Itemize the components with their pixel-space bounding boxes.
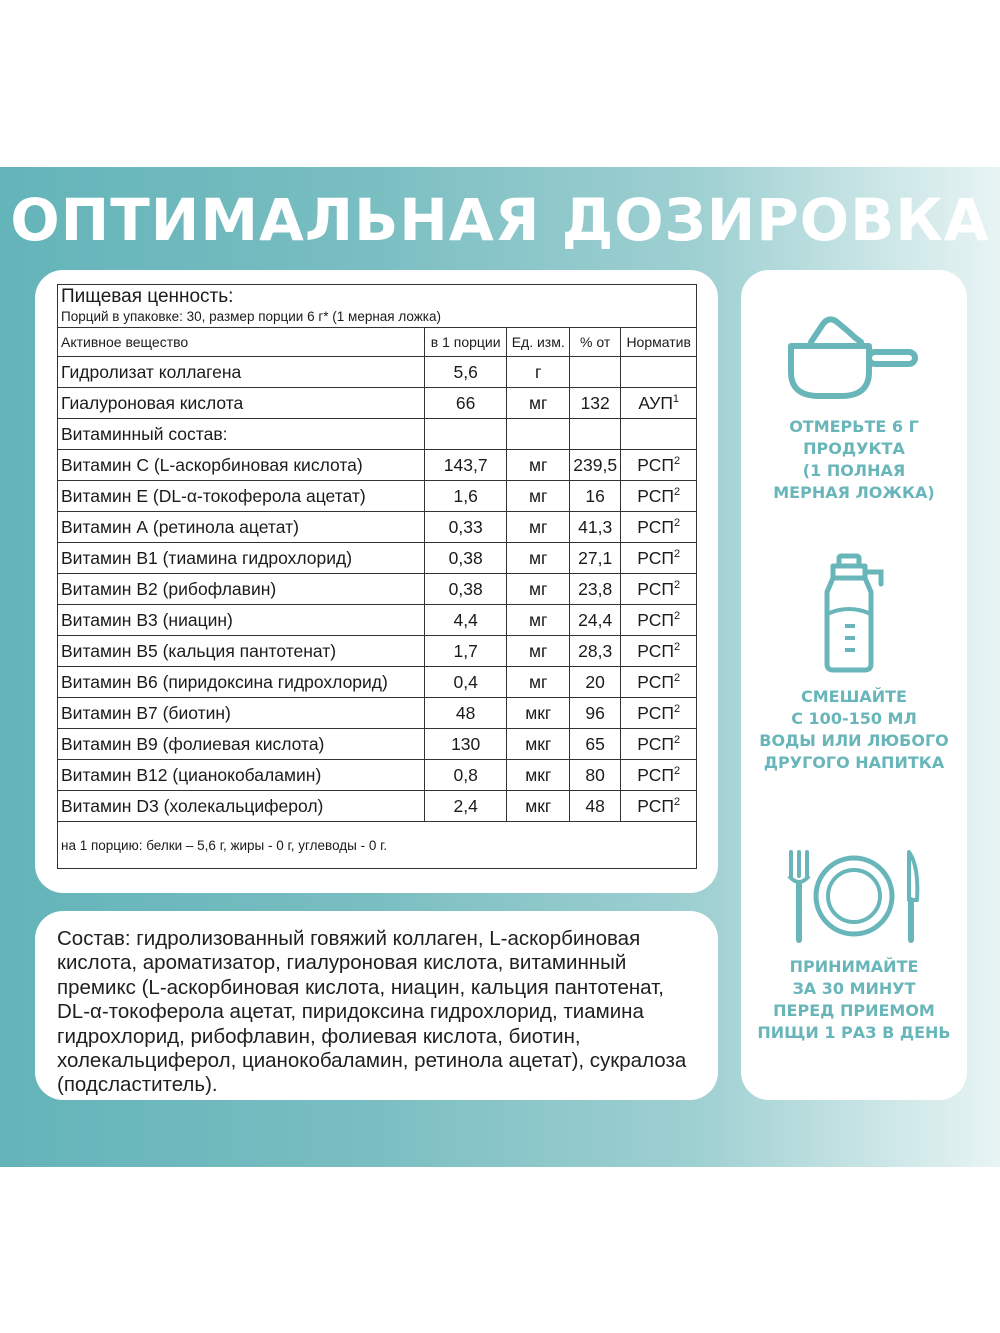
cell-amount: 0,38 (424, 543, 507, 574)
composition-card (35, 911, 718, 1100)
cell-amount: 0,8 (424, 760, 507, 791)
cell-amount: 48 (424, 698, 507, 729)
nutrition-card (35, 270, 718, 893)
cell-norm: АУП$^1$ (621, 388, 697, 419)
cell-amount: 0,33 (424, 512, 507, 543)
norm-footnote-mark: 2 (673, 454, 681, 467)
step-1-text: ОТМЕРЬТЕ 6 Г ПРОДУКТА (1 ПОЛНАЯ МЕРНАЯ ЛОЖКА) (773, 417, 935, 502)
table-row (58, 388, 697, 419)
cell-unit: мг (507, 667, 569, 698)
table-row (58, 574, 697, 605)
cell-percent (569, 357, 620, 388)
table-row (58, 357, 697, 388)
cell-percent: 65 (569, 729, 620, 760)
column-header: Норматив (621, 328, 697, 357)
cell-percent: 20 (569, 667, 620, 698)
norm-footnote-mark: 2 (673, 516, 681, 529)
cell-unit: мкг (507, 729, 569, 760)
table-row (58, 450, 697, 481)
cell-unit: мкг (507, 698, 569, 729)
cell-amount: 66 (424, 388, 507, 419)
cell-name: Гидролизат коллагена (58, 357, 425, 388)
cell-percent: 24,4 (569, 605, 620, 636)
cell-unit: мг (507, 388, 569, 419)
table-row (58, 419, 697, 450)
cell-amount (424, 419, 507, 450)
cell-amount: 0,4 (424, 667, 507, 698)
cell-norm: РСП$^2$ (621, 760, 697, 791)
cell-amount: 130 (424, 729, 507, 760)
cell-name: Витамин В1 (тиамина гидрохлорид) (58, 543, 425, 574)
cell-name: Витамин В6 (пиридоксина гидрохлорид) (58, 667, 425, 698)
cell-name: Витамин В5 (кальция пантотенат) (58, 636, 425, 667)
cell-amount: 143,7 (424, 450, 507, 481)
cell-percent: 239,5 (569, 450, 620, 481)
norm-footnote-mark: 2 (673, 485, 681, 498)
cell-norm: РСП$^2$ (621, 481, 697, 512)
cell-name: Витамин С (L-аскорбиновая кислота) (58, 450, 425, 481)
cell-norm (621, 357, 697, 388)
table-row (58, 543, 697, 574)
cell-percent: 16 (569, 481, 620, 512)
measuring-scoop-icon (741, 300, 967, 400)
column-header: % от (569, 328, 620, 357)
norm-footnote-mark: 2 (673, 547, 681, 560)
cell-name: Витамин В3 (ниацин) (58, 605, 425, 636)
cell-percent: 48 (569, 791, 620, 822)
cell-unit: г (507, 357, 569, 388)
cell-percent: 80 (569, 760, 620, 791)
table-subtitle: Порций в упаковке: 30, размер порции 6 г* (1 мерная ложка) (61, 309, 441, 324)
cell-norm: РСП$^2$ (621, 605, 697, 636)
table-footnote: на 1 порцию: белки – 5,6 г, жиры - 0 г, углеводы - 0 г. (58, 822, 697, 869)
cell-name: Витамин А (ретинола ацетат) (58, 512, 425, 543)
cell-name: Витамин В2 (рибофлавин) (58, 574, 425, 605)
cell-amount: 4,4 (424, 605, 507, 636)
cell-norm: РСП$^2$ (621, 791, 697, 822)
cell-unit: мг (507, 636, 569, 667)
table-row (58, 481, 697, 512)
cell-amount: 2,4 (424, 791, 507, 822)
plate-cutlery-icon (741, 846, 967, 946)
cell-unit (507, 419, 569, 450)
cell-unit: мг (507, 450, 569, 481)
cell-norm: РСП$^2$ (621, 698, 697, 729)
composition-text: Состав: гидролизованный говяжий коллаген, L-аскорбиновая кислота, ароматизатор, гиалуроновая кислота, витаминный премикс (L-аскорбиновая кислота, ниацин, кальция пантотенат, DL-α-токоферола ацетат, пиридоксина гидрохлорид, тиамина гидрохлорид, рибофлавин, фолиевая кислота, биотин, холекальциферол, цианокобаламин, ретинола ацетат), сукралоза (подсластитель). (57, 927, 687, 1097)
cell-unit: мг (507, 512, 569, 543)
nutrition-table (57, 284, 697, 869)
norm-footnote-mark: 2 (673, 609, 681, 622)
column-header: Ед. изм. (507, 328, 569, 357)
shaker-bottle-icon (741, 552, 967, 674)
cell-name: Витамин Е (DL-α-токоферола ацетат) (58, 481, 425, 512)
cell-amount: 5,6 (424, 357, 507, 388)
cell-norm: РСП$^2$ (621, 636, 697, 667)
norm-footnote-mark: 2 (673, 702, 681, 715)
table-row (58, 791, 697, 822)
cell-norm: РСП$^2$ (621, 543, 697, 574)
table-title: Пищевая ценность: (61, 286, 234, 307)
banner (0, 167, 1000, 1167)
cell-unit: мг (507, 543, 569, 574)
cell-percent: 41,3 (569, 512, 620, 543)
table-header (58, 285, 697, 328)
cell-unit: мг (507, 605, 569, 636)
cell-name: Витаминный состав: (58, 419, 425, 450)
norm-footnote-mark: 2 (673, 640, 681, 653)
cell-amount: 1,7 (424, 636, 507, 667)
cell-unit: мкг (507, 791, 569, 822)
cell-unit: мг (507, 574, 569, 605)
cell-norm: РСП$^2$ (621, 574, 697, 605)
cell-name: Гиалуроновая кислота (58, 388, 425, 419)
table-row (58, 729, 697, 760)
norm-footnote-mark: 2 (673, 795, 681, 808)
norm-footnote-mark: 2 (673, 764, 681, 777)
table-row (58, 605, 697, 636)
cell-unit: мг (507, 481, 569, 512)
cell-norm: РСП$^2$ (621, 450, 697, 481)
column-header-row (58, 328, 697, 357)
cell-norm: РСП$^2$ (621, 729, 697, 760)
norm-footnote-mark: 1 (672, 392, 680, 405)
cell-percent: 23,8 (569, 574, 620, 605)
cell-name: Витамин В12 (цианокобаламин) (58, 760, 425, 791)
norm-footnote-mark: 2 (673, 733, 681, 746)
norm-footnote-mark: 2 (673, 578, 681, 591)
cell-norm: РСП$^2$ (621, 667, 697, 698)
page-title: ОПТИМАЛЬНАЯ ДОЗИРОВКА (10, 186, 990, 254)
cell-unit: мкг (507, 760, 569, 791)
cell-name: Витамин В7 (биотин) (58, 698, 425, 729)
cell-name: Витамин D3 (холекальциферол) (58, 791, 425, 822)
cell-percent: 132 (569, 388, 620, 419)
cell-norm: РСП$^2$ (621, 512, 697, 543)
norm-footnote-mark: 2 (673, 671, 681, 684)
table-row (58, 512, 697, 543)
instructions-card (741, 270, 967, 1100)
cell-percent: 28,3 (569, 636, 620, 667)
table-row (58, 667, 697, 698)
cell-percent: 96 (569, 698, 620, 729)
step-2-text: СМЕШАЙТЕ С 100-150 МЛ ВОДЫ ИЛИ ЛЮБОГО ДРУГОГО НАПИТКА (759, 687, 949, 772)
table-row (58, 698, 697, 729)
cell-percent: 27,1 (569, 543, 620, 574)
cell-amount: 1,6 (424, 481, 507, 512)
cell-amount: 0,38 (424, 574, 507, 605)
cell-percent (569, 419, 620, 450)
step-2-icon-wrap (741, 552, 967, 674)
step-1-icon-wrap (741, 300, 967, 400)
cell-norm (621, 419, 697, 450)
cell-name: Витамин В9 (фолиевая кислота) (58, 729, 425, 760)
step-3-text: ПРИНИМАЙТЕ ЗА 30 МИНУТ ПЕРЕД ПРИЕМОМ ПИЩИ 1 РАЗ В ДЕНЬ (757, 957, 951, 1042)
step-3-icon-wrap (741, 846, 967, 946)
column-header: в 1 порции (424, 328, 507, 357)
column-header: Активное вещество (58, 328, 425, 357)
table-row (58, 760, 697, 791)
table-row (58, 636, 697, 667)
